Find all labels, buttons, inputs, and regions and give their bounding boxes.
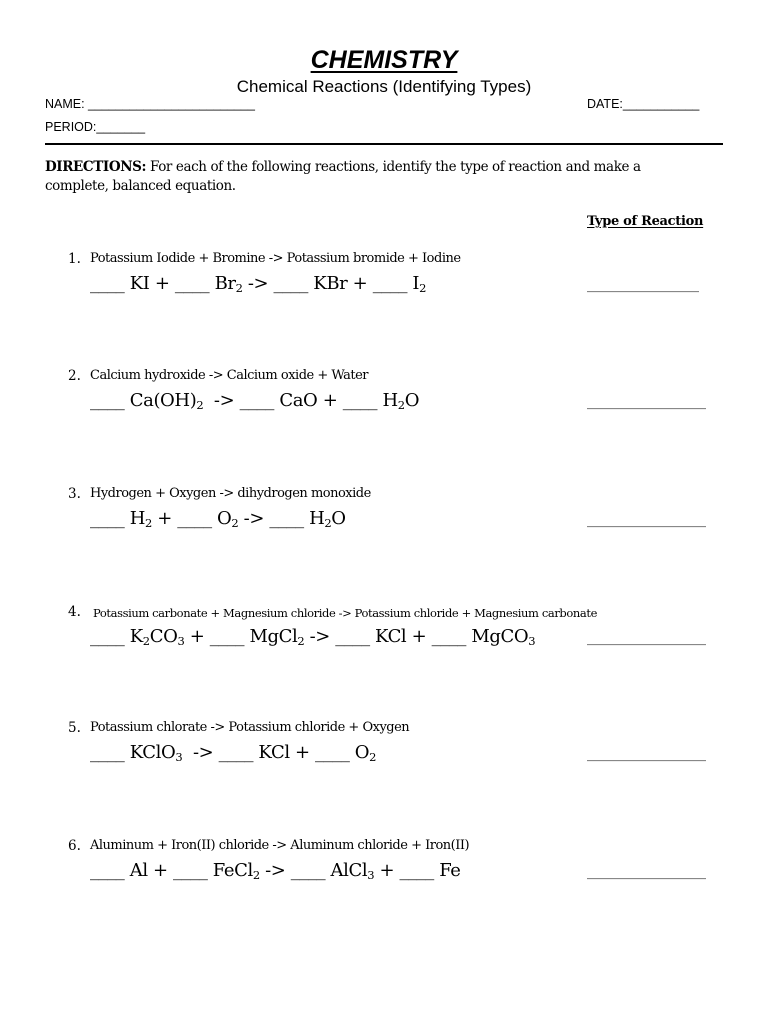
- coefficient-blank: ____: [431, 626, 467, 647]
- reaction-type-answer-line: _________________: [587, 746, 706, 762]
- coefficient-blank: ____: [399, 860, 434, 881]
- coefficient-blank: ____: [315, 742, 350, 763]
- coefficient-blank: ____: [342, 390, 378, 411]
- problem-equation: ____ KClO$_3$ -> ____ KCl + ____ $O_2$: [90, 742, 377, 764]
- problem-words: Potassium chlorate -> Potassium chloride + Oxygen: [90, 720, 410, 735]
- problem-words: Hydrogen + Oxygen -> dihydrogen monoxide: [90, 486, 371, 501]
- coefficient-blank: ____: [239, 390, 275, 411]
- problem-6: [0, 838, 768, 898]
- problem-number: 2.: [68, 368, 81, 384]
- type-of-reaction-header: Type of Reaction: [587, 214, 704, 229]
- coefficient-blank: ____: [90, 273, 125, 294]
- problem-number: 5.: [68, 720, 81, 736]
- problem-equation: ____ $Ca(OH)_2$ -> ____ CaO + ____ $H_2O$: [90, 390, 420, 412]
- problem-number: 3.: [68, 486, 81, 502]
- problem-number: 6.: [68, 838, 81, 854]
- problem-words: Aluminum + Iron(II) chloride -> Aluminum chloride + Iron(II): [90, 838, 470, 853]
- coefficient-blank: ____: [90, 390, 125, 411]
- problem-2: [0, 368, 768, 428]
- coefficient-blank: ____: [90, 508, 125, 529]
- problem-equation: ____ $K_2CO_3$ + ____ MgCl$_2$ -> ____ KCl + ____ MgCO$_3$: [90, 626, 536, 648]
- problem-number: 1.: [68, 251, 81, 267]
- coefficient-blank: ____: [269, 508, 304, 529]
- problem-3: [0, 486, 768, 546]
- problem-words: Calcium hydroxide -> Calcium oxide + Water: [90, 368, 368, 383]
- coefficient-blank: ____: [372, 273, 408, 294]
- page-title: CHEMISTRY: [310, 46, 458, 74]
- header-divider: [45, 143, 723, 145]
- reaction-type-answer-line: _________________: [587, 630, 706, 646]
- coefficient-blank: ____: [174, 273, 210, 294]
- reaction-type-answer-line: _________________: [587, 394, 706, 410]
- coefficient-blank: ____: [218, 742, 254, 763]
- directions: [45, 158, 705, 196]
- coefficient-blank: ____: [177, 508, 212, 529]
- coefficient-blank: ____: [335, 626, 370, 647]
- coefficient-blank: ____: [290, 860, 326, 881]
- date-field: DATE:___________: [587, 97, 700, 111]
- directions-text: For each of the following reactions, identify the type of reaction and make a complete, balanced equation.: [45, 159, 641, 194]
- problem-1: [0, 251, 768, 311]
- coefficient-blank: ____: [273, 273, 308, 294]
- coefficient-blank: ____: [209, 626, 245, 647]
- period-field: PERIOD:_______: [45, 120, 146, 134]
- reaction-type-answer-line: _________________: [587, 512, 706, 528]
- page-subtitle: Chemical Reactions (Identifying Types): [236, 77, 532, 96]
- coefficient-blank: ____: [90, 860, 125, 881]
- problem-words: Potassium Iodide + Bromine -> Potassium bromide + Iodine: [90, 251, 461, 266]
- name-field: NAME: ________________________: [45, 97, 255, 111]
- problem-equation: ____ $H_2$ + ____ $O_2$ -> ____ $H_2O$: [90, 508, 346, 530]
- reaction-type-answer-line: ________________: [587, 277, 699, 293]
- problem-number: 4.: [68, 604, 81, 620]
- coefficient-blank: ____: [90, 626, 125, 647]
- coefficient-blank: ____: [173, 860, 208, 881]
- problem-4: [0, 604, 768, 664]
- problem-5: [0, 720, 768, 780]
- problem-words: Potassium carbonate + Magnesium chloride -> Potassium chloride + Magnesium carbonate: [93, 606, 597, 620]
- reaction-type-answer-line: _________________: [587, 864, 706, 880]
- problem-equation: ____ KI + ____ $Br_2$ -> ____ KBr + ____ $I_2$: [90, 273, 427, 295]
- coefficient-blank: ____: [90, 742, 125, 763]
- problem-equation: ____ Al + ____ FeCl$_2$ -> ____ AlCl$_3$ + ____ Fe: [90, 860, 461, 882]
- directions-label: DIRECTIONS:: [45, 159, 147, 175]
